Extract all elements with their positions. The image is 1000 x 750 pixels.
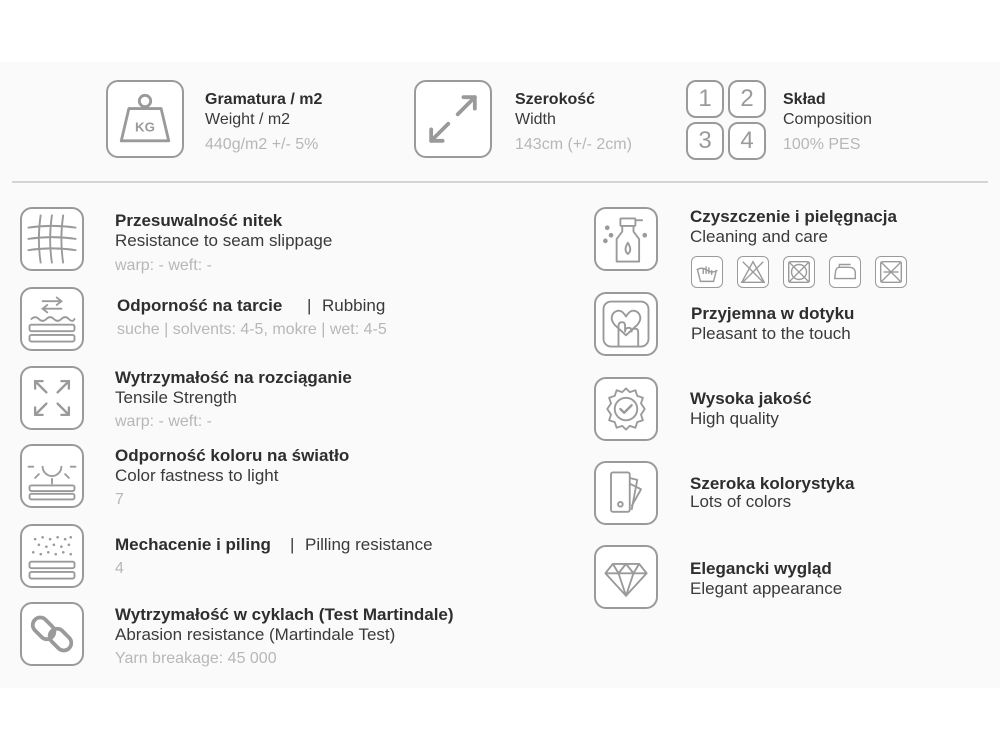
width-title: Szerokość — [515, 91, 596, 108]
composition-number-4: 4 — [740, 127, 754, 154]
left-item-3-value: warp: - weft: - — [115, 413, 212, 430]
composition-number-2: 2 — [740, 85, 754, 112]
divider — [12, 181, 988, 183]
composition-subtitle: Composition — [783, 111, 872, 128]
no-bleach-icon — [737, 256, 769, 288]
left-item-1-title: Przesuwalność nitek — [115, 211, 283, 230]
right-item-1-subtitle: Cleaning and care — [690, 227, 828, 246]
left-item-6-value: Yarn breakage: 45 000 — [115, 650, 277, 667]
width-value: 143cm (+/- 2cm) — [515, 136, 632, 153]
left-item-4-subtitle: Color fastness to light — [115, 466, 279, 485]
left-item-4-title: Odporność koloru na światło — [115, 446, 350, 465]
weight-icon — [106, 80, 184, 158]
color-swatches-icon — [594, 461, 658, 525]
right-item-4-title: Szeroka kolorystyka — [690, 474, 855, 493]
no-tumble-dry-icon — [783, 256, 815, 288]
pilling-icon — [20, 524, 84, 588]
left-item-5-subtitle: Pilling resistance — [305, 535, 433, 554]
quality-badge-icon — [594, 377, 658, 441]
stretch-arrows-icon — [20, 366, 84, 430]
left-item-5-title: Mechacenie i piling — [115, 535, 271, 554]
iron-icon — [829, 256, 861, 288]
right-item-3-subtitle: High quality — [690, 409, 779, 428]
right-item-5-subtitle: Elegant appearance — [690, 579, 843, 598]
weight-icon-label: KG — [135, 119, 155, 135]
weight-title: Gramatura / m2 — [205, 91, 323, 108]
left-item-5-separator: | — [290, 535, 295, 554]
spray-bottle-icon — [594, 207, 658, 271]
right-item-1-title: Czyszczenie i pielęgnacja — [690, 207, 897, 226]
composition-number-1: 1 — [698, 85, 712, 112]
sun-light-icon — [20, 444, 84, 508]
left-item-3-subtitle: Tensile Strength — [115, 388, 237, 407]
width-subtitle: Width — [515, 111, 556, 128]
seam-grid-icon — [20, 207, 84, 271]
chain-links-icon — [20, 602, 84, 666]
left-item-1-subtitle: Resistance to seam slippage — [115, 231, 333, 250]
left-item-3-title: Wytrzymałość na rozciąganie — [115, 368, 352, 387]
no-dry-clean-icon — [875, 256, 907, 288]
weight-subtitle: Weight / m2 — [205, 111, 291, 128]
hand-touch-icon — [594, 292, 658, 356]
right-item-2-title: Przyjemna w dotyku — [691, 304, 855, 323]
left-item-4-value: 7 — [115, 491, 124, 508]
left-item-2-title: Odporność na tarcie — [117, 296, 283, 315]
left-item-6-title: Wytrzymałość w cyklach (Test Martindale) — [115, 605, 454, 624]
right-item-5-title: Elegancki wygląd — [690, 559, 832, 578]
right-item-2-subtitle: Pleasant to the touch — [691, 324, 851, 343]
resize-arrows-icon — [414, 80, 492, 158]
rubbing-icon — [20, 287, 84, 351]
left-item-2-subtitle: Rubbing — [322, 296, 386, 315]
left-item-5-value: 4 — [115, 560, 124, 577]
hand-wash-icon — [691, 256, 723, 288]
diamond-icon — [594, 545, 658, 609]
composition-value: 100% PES — [783, 136, 861, 153]
left-item-1-value: warp: - weft: - — [115, 257, 212, 274]
composition-number-3: 3 — [698, 127, 712, 154]
composition-title: Skład — [783, 91, 826, 108]
left-item-6-subtitle: Abrasion resistance (Martindale Test) — [115, 625, 396, 644]
composition-numbers-icon — [686, 80, 768, 160]
left-item-2-separator: | — [307, 296, 312, 315]
right-item-3-title: Wysoka jakość — [690, 389, 812, 408]
left-item-2-value: suche | solvents: 4-5, mokre | wet: 4-5 — [117, 321, 387, 338]
weight-value: 440g/m2 +/- 5% — [205, 136, 319, 153]
right-item-4-subtitle: Lots of colors — [690, 492, 792, 511]
